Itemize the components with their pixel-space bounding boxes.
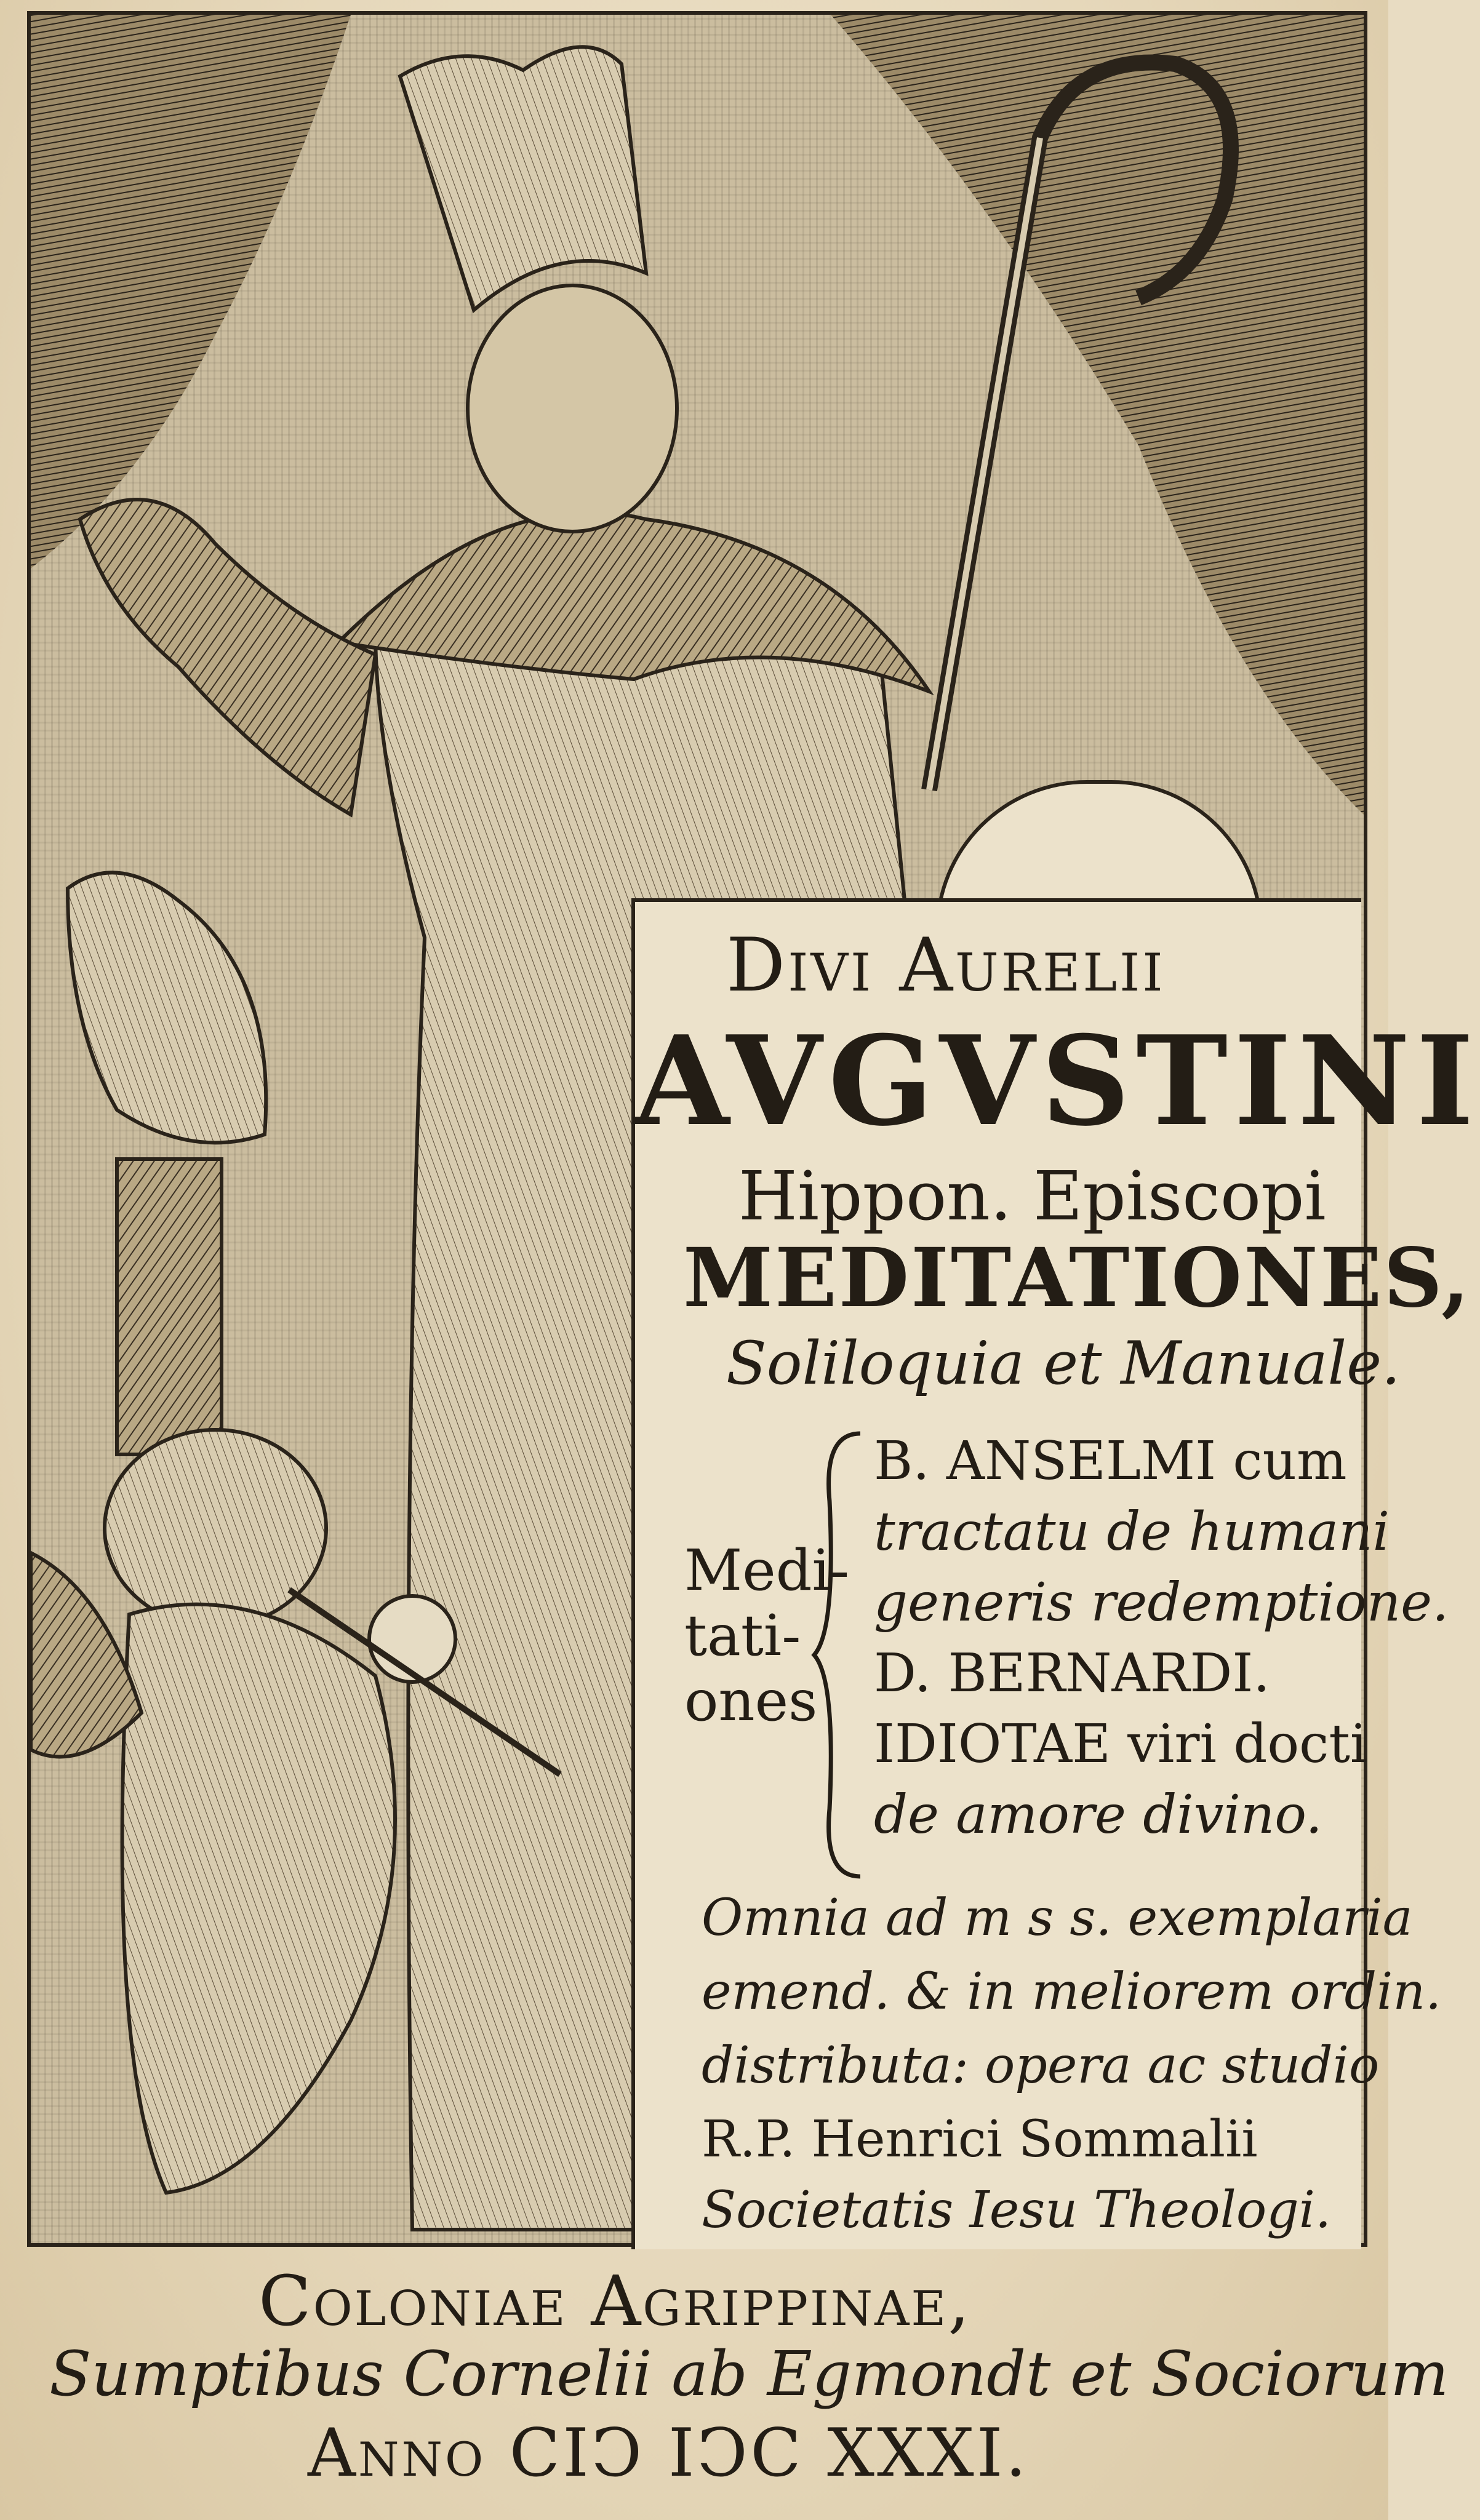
meditations-label-line: tati-	[684, 1602, 801, 1669]
imprimatur-line: emend. & in meliorem ordin.	[702, 1963, 1442, 2021]
curly-brace	[811, 1427, 866, 1883]
meditations-item: D. BERNARDI.	[874, 1643, 1270, 1704]
eagle	[68, 872, 266, 1142]
bishop-face	[468, 285, 677, 532]
imprimatur-line: Societatis Iesu Theologi.	[702, 2181, 1332, 2239]
title-line-5: Soliloquia et Manuale.	[726, 1329, 1401, 1398]
meditations-item: tractatu de humani	[874, 1501, 1390, 1563]
cherub-head	[105, 1430, 326, 1627]
lectern-column	[117, 1159, 222, 1454]
meditations-item: de amore divino.	[874, 1784, 1322, 1846]
flaming-heart	[369, 1596, 455, 1682]
imprint-publisher: Sumptibus Cornelii ab Egmondt et Sociorum	[49, 2338, 1449, 2410]
meditations-item: IDIOTAE viri docti	[874, 1713, 1367, 1775]
meditations-item: B. ANSELMI cum	[874, 1430, 1347, 1492]
imprimatur-line: distributa: opera ac studio	[702, 2036, 1380, 2095]
title-line-2: AVGVSTINI	[634, 1009, 1480, 1154]
imprint-year: Anno CIↃ IↃC XXXI.	[308, 2415, 1029, 2492]
bishop-mitre	[400, 47, 646, 310]
meditations-label-line: ones	[684, 1667, 818, 1734]
title-line-1: Divi Aurelii	[726, 923, 1166, 1008]
bishop-raised-arm	[80, 500, 375, 815]
imprimatur-line: Omnia ad m s s. exemplaria	[702, 1889, 1413, 1947]
cherub-body	[122, 1605, 395, 2193]
title-line-4: MEDITATIONES,	[683, 1230, 1471, 1326]
imprimatur-line: R.P. Henrici Sommalii	[702, 2110, 1258, 2169]
meditations-item: generis redemptione.	[874, 1572, 1449, 1633]
meditations-label-line: Medi-	[684, 1537, 850, 1603]
title-line-3: Hippon. Episcopi	[738, 1157, 1326, 1235]
imprint-city: Coloniae Agrippinae,	[258, 2262, 972, 2342]
left-curtain	[31, 15, 351, 568]
right-curtain	[831, 15, 1364, 815]
